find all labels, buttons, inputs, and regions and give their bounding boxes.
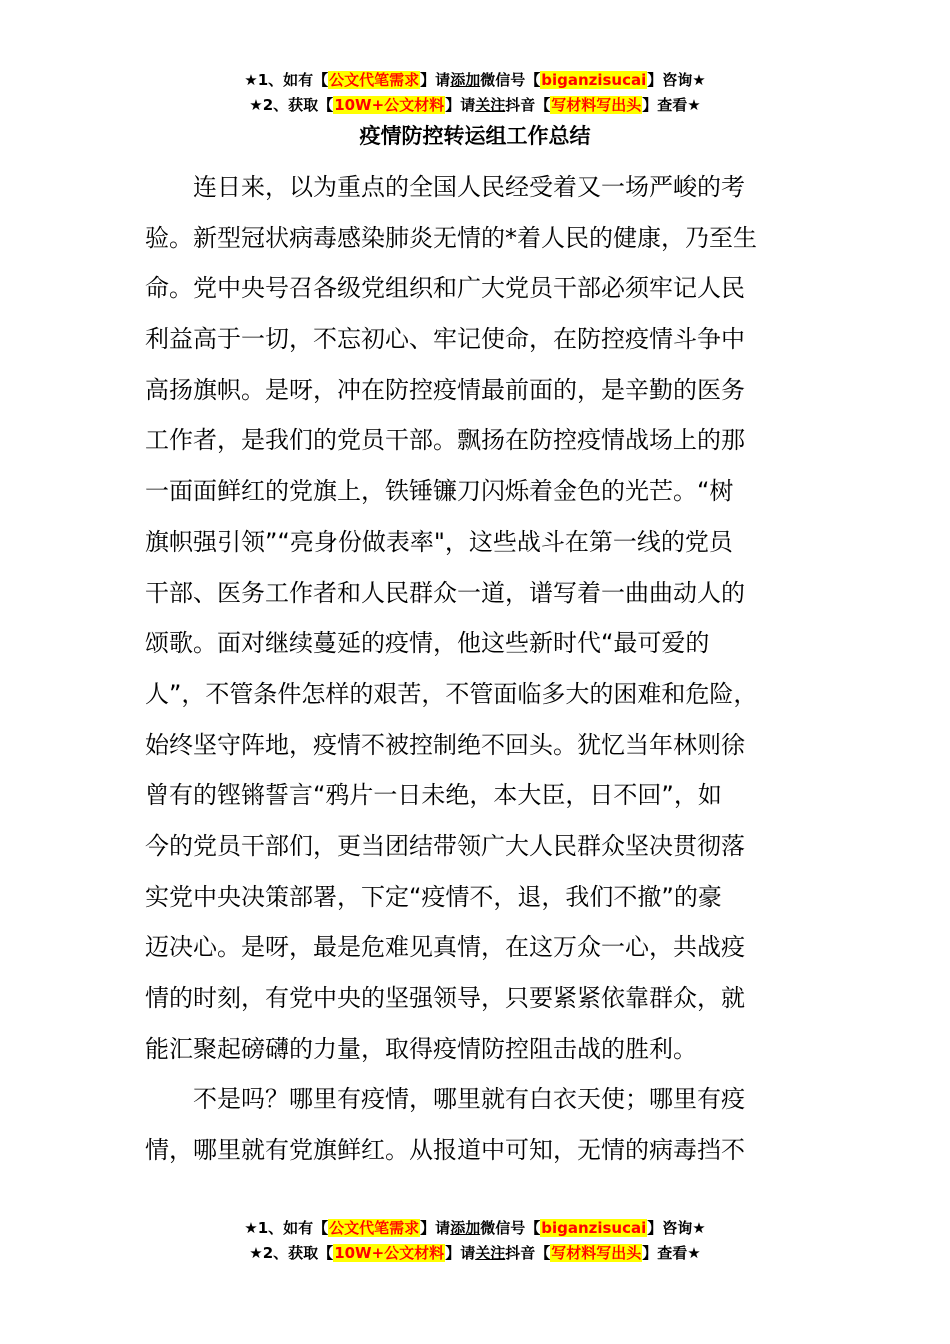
banner-text: 抖音【 [505, 96, 551, 114]
paragraph-line: 颂歌。面对继续蔓延的疫情，他这些新时代“最可爱的 [145, 629, 710, 658]
banner-text: 抖音【 [505, 1244, 551, 1262]
paragraph-line: 干部、医务工作者和人民群众一道，谱写着一曲曲动人的 [145, 578, 745, 607]
paragraph-line: 连日来，以为重点的全国人民经受着又一场严峻的考 [193, 173, 745, 201]
banner-text: 】请 [420, 1219, 451, 1237]
banner-text: 】请 [420, 71, 451, 89]
banner-text: ★1、如有【 [244, 1219, 329, 1237]
banner-highlight: 公文代笔需求 [329, 1219, 420, 1237]
paragraph-line: 一面面鲜红的党旗上，铁锤镰刀闪烁着金色的光芒。“树 [145, 477, 734, 506]
banner-highlight: 写材料写出头 [551, 96, 642, 114]
banner-text: ★2、获取【 [249, 1244, 334, 1262]
banner-text: 】咨询★ [647, 1219, 706, 1237]
banner-text: 】咨询★ [647, 71, 706, 89]
banner-highlight: 10W+公文材料 [334, 96, 445, 114]
paragraph-line: 验。新型冠状病毒感染肺炎无情的*着人民的健康，乃至生 [145, 223, 757, 252]
paragraph-line: 工作者，是我们的党员干部。飘扬在防控疫情战场上的那 [145, 426, 745, 455]
banner-line-1 [0, 1216, 950, 1241]
banner-line-2 [0, 93, 950, 118]
header-banner [0, 68, 950, 118]
paragraph-line: 利益高于一切，不忘初心、牢记使命，在防控疫情斗争中 [145, 325, 745, 354]
paragraph-line: 高扬旗帜。是呀，冲在防控疫情最前面的，是辛勤的医务 [145, 375, 745, 404]
banner-text: 】查看★ [642, 96, 701, 114]
paragraph-line: 始终坚守阵地，疫情不被控制绝不回头。犹忆当年林则徐 [145, 730, 745, 759]
paragraph-line: 命。党中央号召各级党组织和广大党员干部必须牢记人民 [145, 274, 745, 303]
banner-underlined: 关注 [475, 96, 506, 114]
paragraph-line: 情，哪里就有党旗鲜红。从报道中可知，无情的病毒挡不 [145, 1136, 745, 1165]
banner-text: 】查看★ [642, 1244, 701, 1262]
paragraph-line: 情的时刻，有党中央的坚强领导，只要紧紧依靠群众，就 [145, 984, 745, 1012]
banner-text: ★2、获取【 [249, 96, 334, 114]
banner-highlight: 写材料写出头 [551, 1244, 642, 1262]
paragraph-line: 迈决心。是呀，最是危难见真情，在这万众一心，共战疫 [145, 933, 745, 962]
banner-text: 】请 [445, 96, 476, 114]
paragraph-line: 不是吗？哪里有疫情，哪里就有白衣天使；哪里有疫 [193, 1085, 745, 1114]
paragraph-line: 曾有的铿锵誓言“鸦片一日未绝，本大臣，日不回”，如 [145, 781, 722, 810]
banner-text: 微信号【 [480, 1219, 541, 1237]
banner-underlined: 添加 [450, 71, 481, 89]
footer-banner [0, 1216, 950, 1266]
paragraph-line: 旗帜强引领”“亮身份做表率"，这些战斗在第一线的党员 [145, 527, 733, 556]
paragraph-line: 实党中央决策部署，下定“疫情不，退，我们不撤”的豪 [145, 882, 722, 911]
banner-text: 微信号【 [480, 71, 541, 89]
banner-highlight: biganzisucai [541, 1219, 647, 1237]
paragraph-line: 能汇聚起磅礴的力量，取得疫情防控阻击战的胜利。 [145, 1034, 697, 1063]
banner-highlight: biganzisucai [541, 71, 647, 89]
banner-underlined: 关注 [475, 1244, 506, 1262]
paragraph-line: 今的党员干部们，更当团结带领广大人民群众坚决贯彻落 [145, 831, 745, 860]
banner-highlight: 10W+公文材料 [334, 1244, 445, 1262]
banner-line-1 [0, 68, 950, 93]
banner-text: 】请 [445, 1244, 476, 1262]
banner-line-2 [0, 1241, 950, 1266]
banner-underlined: 添加 [450, 1219, 481, 1237]
document-body [145, 162, 815, 1176]
paragraph-line: 人”，不管条件怎样的艰苦，不管面临多大的困难和危险， [145, 679, 758, 708]
document-title: 疫情防控转运组工作总结 [359, 124, 591, 148]
banner-highlight: 公文代笔需求 [329, 71, 420, 89]
banner-text: ★1、如有【 [244, 71, 329, 89]
